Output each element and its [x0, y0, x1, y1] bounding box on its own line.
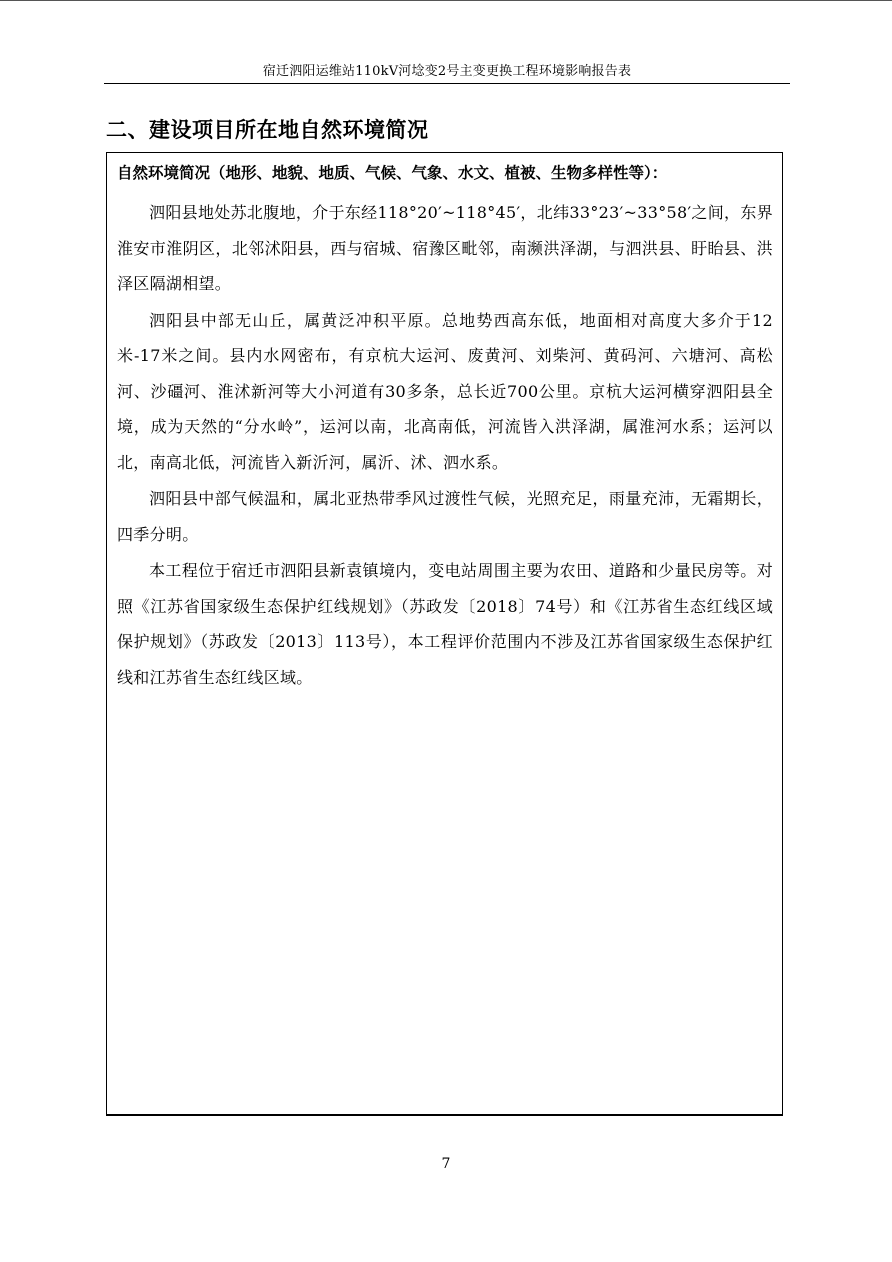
section-title: 二、建设项目所在地自然环境简况 — [106, 118, 429, 142]
box-body — [117, 195, 773, 696]
header-rule — [104, 83, 790, 84]
paragraph-project-site: 本工程位于宿迁市泗阳县新袁镇境内，变电站周围主要为农田、道路和少量民房等。对照《江苏省国家级生态保护红线规划》（苏政发〔2018〕74号）和《江苏省生态红线区域保护规划》（苏政发〔2013〕113号），本工程评价范围内不涉及江苏省国家级生态保护红线和江苏省生态红线区域。 — [117, 561, 773, 687]
page-top-border — [0, 0, 892, 1]
natural-environment-box — [106, 152, 783, 1116]
paragraph-climate: 泗阳县中部气候温和，属北亚热带季风过渡性气候，光照充足，雨量充沛，无霜期长，四季分明。 — [117, 489, 773, 544]
running-header: 宿迁泗阳运维站110kV河埝变2号主变更换工程环境影响报告表 — [262, 64, 632, 79]
paragraph-location: 泗阳县地处苏北腹地，介于东经118°20′~118°45′，北纬33°23′~33°58′之间，东界淮安市淮阴区，北邻沭阳县，西与宿城、宿豫区毗邻，南濒洪泽湖，与泗洪县、盱眙县、洪泽区隔湖相望。 — [117, 203, 773, 293]
page-number: 7 — [441, 1156, 451, 1172]
paragraph-terrain-hydrology: 泗阳县中部无山丘，属黄泛冲积平原。总地势西高东低，地面相对高度大多介于12米-17米之间。县内水网密布，有京杭大运河、废黄河、刘柴河、黄码河、六塘河、高松河、沙礓河、淮沭新河等大小河道有30多条，总长近700公里。京杭大运河横穿泗阳县全境，成为天然的“分水岭”，运河以南，北高南低，河流皆入洪泽湖，属淮河水系；运河以北，南高北低，河流皆入新沂河，属沂、沭、泗水系。 — [117, 310, 773, 472]
box-heading: 自然环境简况（地形、地貌、地质、气候、气象、水文、植被、生物多样性等）： — [117, 164, 668, 182]
